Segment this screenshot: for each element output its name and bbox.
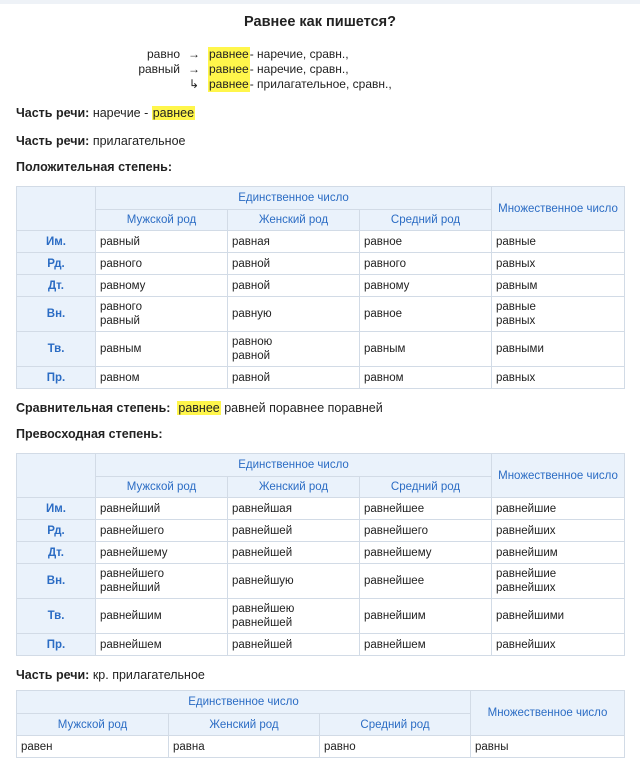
derivation-source: равно <box>146 47 180 61</box>
table-row <box>17 498 625 520</box>
cell-masculine: равным <box>96 332 228 367</box>
case-label: Дт. <box>17 542 96 564</box>
derivation-line <box>130 77 624 92</box>
positive-degree-table <box>16 186 625 389</box>
highlighted-word: равнее <box>178 401 220 415</box>
comparative-forms: равней поравнее поравней <box>220 401 383 415</box>
case-label: Вн. <box>17 564 96 599</box>
plural-header: Множественное число <box>471 691 625 736</box>
table-row <box>17 736 625 758</box>
cell-feminine: равною равной <box>228 332 360 367</box>
cell-neuter: равнейшее <box>360 564 492 599</box>
cell-feminine: равнейшею равнейшей <box>228 599 360 634</box>
cell-plural: равны <box>471 736 625 758</box>
highlighted-word: равнее <box>209 62 249 76</box>
cell-masculine: равен <box>17 736 169 758</box>
cell-neuter: равнейшим <box>360 599 492 634</box>
gender-header-feminine: Женский род <box>228 210 360 231</box>
table-row <box>17 542 625 564</box>
derivation-source: равный <box>138 62 180 76</box>
part-of-speech-adverb <box>16 106 624 120</box>
cell-plural: равными <box>492 332 625 367</box>
superlative-degree-rows <box>17 498 625 656</box>
cell-neuter: равно <box>320 736 471 758</box>
cell-neuter: равнейшему <box>360 542 492 564</box>
superlative-degree-title: Превосходная степень: <box>16 427 163 441</box>
positive-degree-rows <box>17 231 625 389</box>
pos-label: Часть речи: <box>16 106 90 120</box>
cell-masculine: равнейшем <box>96 634 228 656</box>
cell-feminine: равнейшую <box>228 564 360 599</box>
cell-masculine: равнейшему <box>96 542 228 564</box>
singular-header: Единственное число <box>17 691 471 714</box>
cell-plural: равнейшие равнейших <box>492 564 625 599</box>
derivation-description: - прилагательное, сравн., <box>249 77 392 91</box>
table-row <box>17 297 625 332</box>
arrow-icon: → <box>188 47 200 61</box>
cell-masculine: равнейший <box>96 498 228 520</box>
cell-plural: равнейшими <box>492 599 625 634</box>
derivation-description: - наречие, сравн., <box>249 62 349 76</box>
pos-label: Часть речи: <box>16 134 90 148</box>
singular-header: Единственное число <box>96 454 492 477</box>
case-label: Им. <box>17 498 96 520</box>
highlighted-word: равнее <box>152 106 195 120</box>
superlative-degree-table <box>16 453 625 656</box>
short-form-table <box>16 690 625 758</box>
case-label: Им. <box>17 231 96 253</box>
cell-neuter: равном <box>360 367 492 389</box>
cell-masculine: равного равный <box>96 297 228 332</box>
gender-header-feminine: Женский род <box>228 477 360 498</box>
cell-feminine: равная <box>228 231 360 253</box>
cell-neuter: равного <box>360 253 492 275</box>
cell-masculine: равного <box>96 253 228 275</box>
case-label: Дт. <box>17 275 96 297</box>
gender-header-masculine: Мужской род <box>17 714 169 736</box>
comparative-degree <box>16 401 624 415</box>
cell-masculine: равный <box>96 231 228 253</box>
case-label: Тв. <box>17 599 96 634</box>
cell-plural: равных <box>492 367 625 389</box>
cell-feminine: равнейшей <box>228 542 360 564</box>
table-row <box>17 599 625 634</box>
plural-header: Множественное число <box>492 454 625 498</box>
top-bar <box>0 0 640 4</box>
case-header <box>17 454 96 498</box>
cell-plural: равные <box>492 231 625 253</box>
cell-neuter: равнейшем <box>360 634 492 656</box>
cell-plural: равным <box>492 275 625 297</box>
cell-masculine: равнейшего равнейший <box>96 564 228 599</box>
derivation-line <box>130 47 624 62</box>
singular-header: Единственное число <box>96 187 492 210</box>
highlighted-word: равнее <box>209 47 249 61</box>
gender-header-neuter: Средний род <box>360 477 492 498</box>
cell-feminine: равную <box>228 297 360 332</box>
cell-neuter: равному <box>360 275 492 297</box>
gender-header-masculine: Мужской род <box>96 477 228 498</box>
table-row <box>17 253 625 275</box>
part-of-speech-short-adjective <box>16 668 624 682</box>
page-title: Равнее как пишется? <box>244 14 396 30</box>
cell-plural: равнейшим <box>492 542 625 564</box>
cell-feminine: равна <box>169 736 320 758</box>
arrow-icon: → <box>188 62 200 76</box>
case-label: Рд. <box>17 253 96 275</box>
table-row <box>17 332 625 367</box>
gender-header-feminine: Женский род <box>169 714 320 736</box>
gender-header-neuter: Средний род <box>320 714 471 736</box>
comparative-label: Сравнительная степень: <box>16 401 171 415</box>
table-row <box>17 564 625 599</box>
table-row <box>17 520 625 542</box>
cell-plural: равнейших <box>492 520 625 542</box>
positive-degree-title: Положительная степень: <box>16 160 172 174</box>
table-row <box>17 231 625 253</box>
cell-plural: равнейших <box>492 634 625 656</box>
cell-feminine: равнейшей <box>228 634 360 656</box>
cell-feminine: равнейшая <box>228 498 360 520</box>
case-label: Пр. <box>17 367 96 389</box>
derivation-description: - наречие, сравн., <box>249 47 349 61</box>
case-label: Вн. <box>17 297 96 332</box>
plural-header: Множественное число <box>492 187 625 231</box>
cell-plural: равные равных <box>492 297 625 332</box>
pos-value: наречие - <box>89 106 152 120</box>
case-label: Пр. <box>17 634 96 656</box>
cell-feminine: равной <box>228 253 360 275</box>
cell-neuter: равное <box>360 231 492 253</box>
table-row <box>17 367 625 389</box>
table-row <box>17 634 625 656</box>
arrow-icon: ↳ <box>188 77 200 91</box>
case-header <box>17 187 96 231</box>
cell-neuter: равнейшего <box>360 520 492 542</box>
case-label: Рд. <box>17 520 96 542</box>
cell-neuter: равное <box>360 297 492 332</box>
cell-masculine: равному <box>96 275 228 297</box>
pos-value: прилагательное <box>89 134 186 148</box>
cell-masculine: равном <box>96 367 228 389</box>
derivation-block <box>130 47 624 92</box>
highlighted-word: равнее <box>209 77 249 91</box>
pos-label: Часть речи: <box>16 668 90 682</box>
cell-feminine: равной <box>228 275 360 297</box>
part-of-speech-adjective <box>16 134 624 148</box>
cell-feminine: равнейшей <box>228 520 360 542</box>
gender-header-masculine: Мужской род <box>96 210 228 231</box>
table-row <box>17 275 625 297</box>
gender-header-neuter: Средний род <box>360 210 492 231</box>
case-label: Тв. <box>17 332 96 367</box>
cell-neuter: равнейшее <box>360 498 492 520</box>
pos-value: кр. прилагательное <box>89 668 205 682</box>
cell-masculine: равнейшего <box>96 520 228 542</box>
derivation-line <box>130 62 624 77</box>
cell-feminine: равной <box>228 367 360 389</box>
cell-plural: равных <box>492 253 625 275</box>
cell-masculine: равнейшим <box>96 599 228 634</box>
cell-plural: равнейшие <box>492 498 625 520</box>
cell-neuter: равным <box>360 332 492 367</box>
page-content <box>0 14 640 758</box>
